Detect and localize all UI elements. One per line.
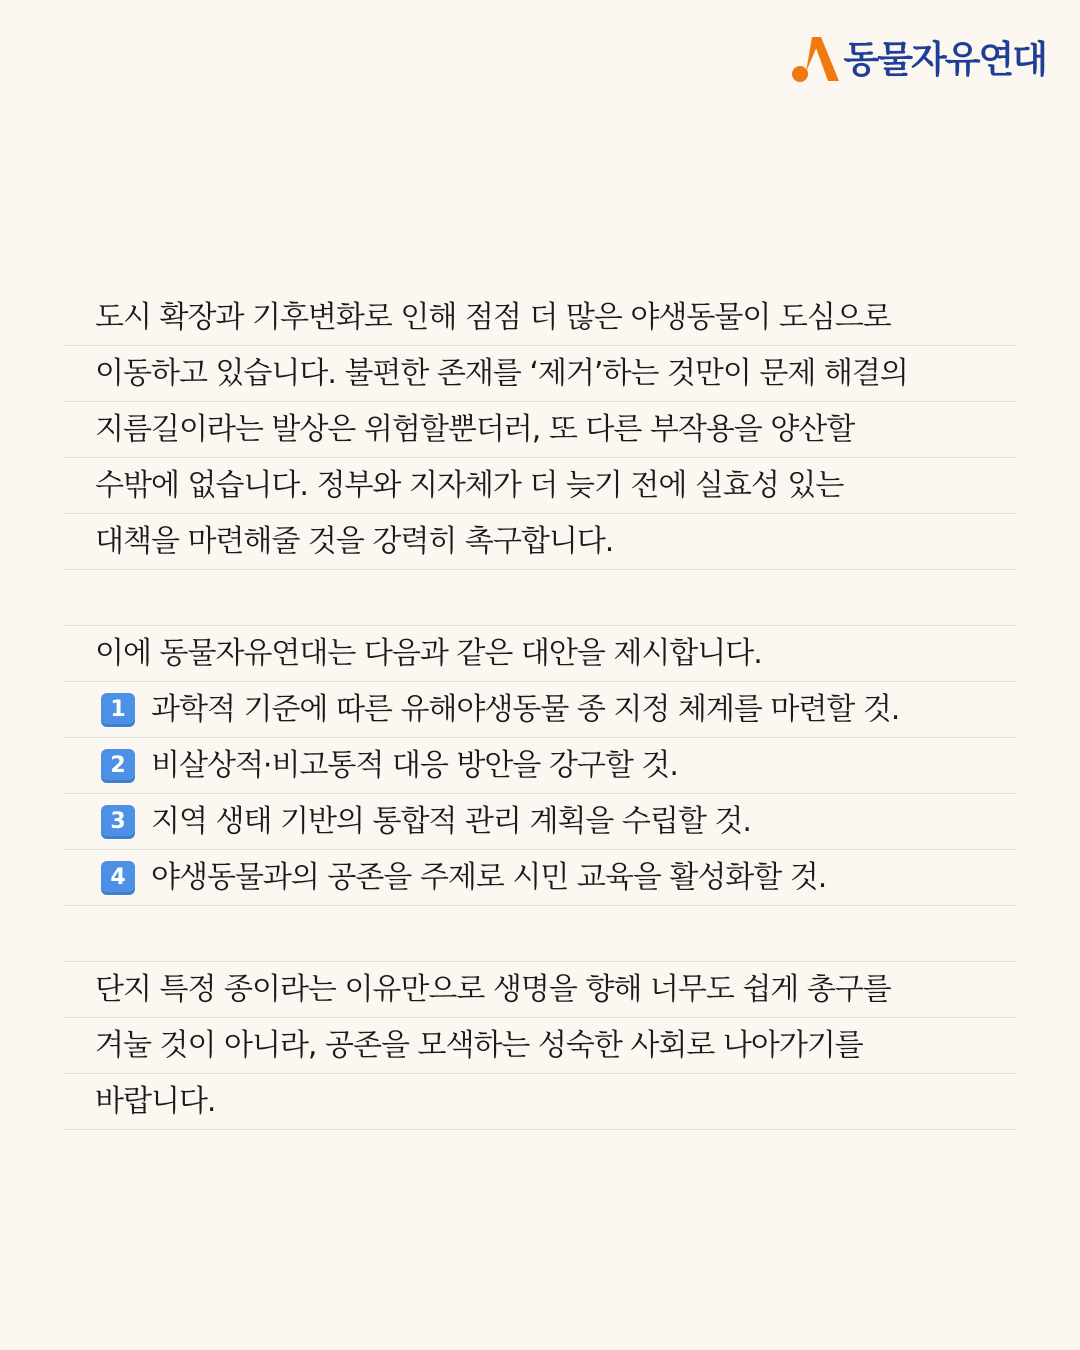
number-2-icon: 2 [101, 749, 135, 783]
paragraph3-line-2: 겨눌 것이 아니라, 공존을 모색하는 성숙한 사회로 나아가기를 [65, 1018, 1015, 1074]
proposal-item-text: 지역 생태 기반의 통합적 관리 계획을 수립할 것. [151, 803, 751, 839]
paragraph1-line-3: 지름길이라는 발상은 위험할뿐더러, 또 다른 부작용을 양산할 [65, 402, 1015, 458]
proposal-item-1 [65, 682, 1015, 738]
brand-logo [790, 34, 1046, 84]
proposal-item-2 [65, 738, 1015, 794]
paragraph3-line-1: 단지 특정 종이라는 이유만으로 생명을 향해 너무도 쉽게 총구를 [65, 962, 1015, 1018]
paragraph3-line-3: 바랍니다. [65, 1074, 1015, 1130]
paragraph1-line-4: 수밖에 없습니다. 정부와 지자체가 더 늦기 전에 실효성 있는 [65, 458, 1015, 514]
proposal-item-3 [65, 794, 1015, 850]
blank-line [65, 570, 1015, 626]
number-4-icon: 4 [101, 861, 135, 895]
brand-mark-icon [790, 34, 840, 84]
paragraph1-line-1: 도시 확장과 기후변화로 인해 점점 더 많은 야생동물이 도심으로 [65, 290, 1015, 346]
paragraph1-line-5: 대책을 마련해줄 것을 강력히 촉구합니다. [65, 514, 1015, 570]
paragraph1-line-2: 이동하고 있습니다. 불편한 존재를 ‘제거’하는 것만이 문제 해결의 [65, 346, 1015, 402]
blank-line [65, 906, 1015, 962]
brand-name: 동물자유연대 [843, 37, 1046, 81]
proposal-item-text: 과학적 기준에 따른 유해야생동물 종 지정 체계를 마련할 것. [151, 691, 900, 727]
proposal-item-text: 비살상적·비고통적 대응 방안을 강구할 것. [151, 747, 678, 783]
proposal-intro: 이에 동물자유연대는 다음과 같은 대안을 제시합니다. [65, 626, 1015, 682]
number-1-icon: 1 [101, 693, 135, 727]
number-3-icon: 3 [101, 805, 135, 839]
proposal-item-text: 야생동물과의 공존을 주제로 시민 교육을 활성화할 것. [151, 859, 827, 895]
proposal-item-4 [65, 850, 1015, 906]
statement-body [65, 290, 1015, 1130]
